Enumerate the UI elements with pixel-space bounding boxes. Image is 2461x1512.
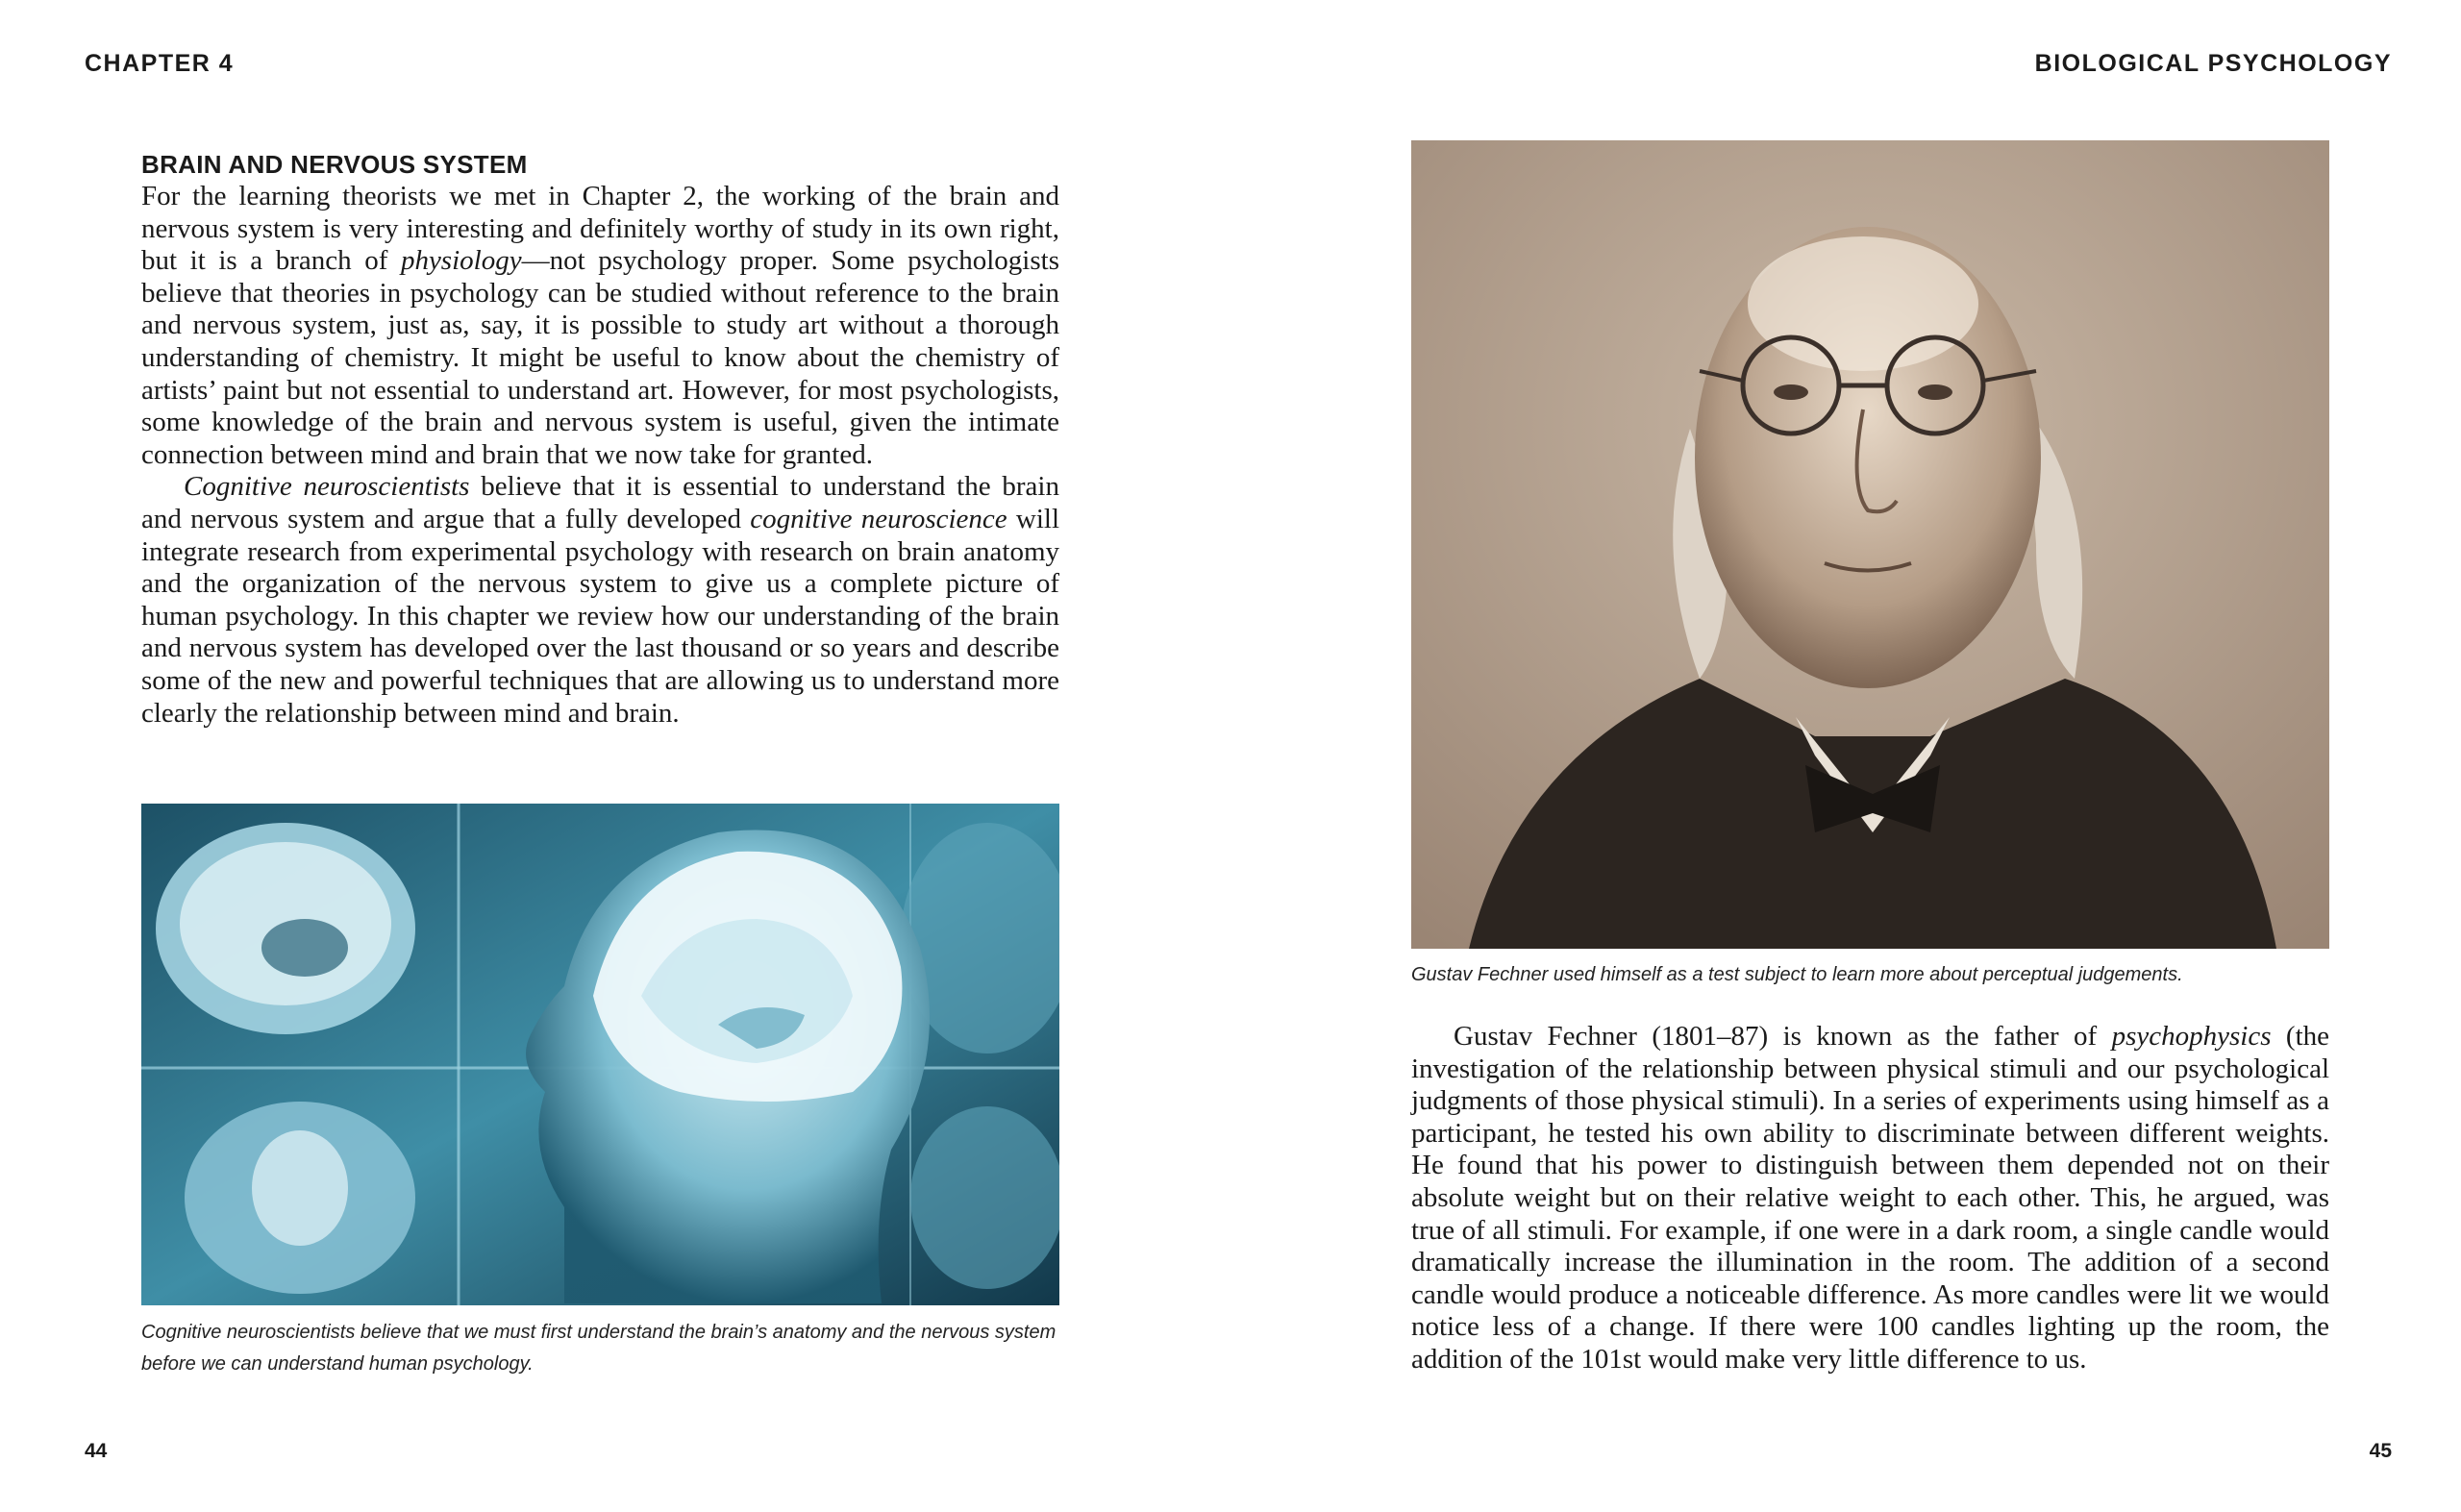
- right-figure-caption: Gustav Fechner used himself as a test subject to learn more about perceptual judgements.: [1411, 964, 2183, 985]
- fechner-portrait-image: [1411, 140, 2329, 949]
- fechner-paragraph: Gustav Fechner (1801–87) is known as the father of psychophysics (the investigation of the relationship between physical stimuli and our psychological judgments of those physical stimuli). In a series of experiments using himself as a participant, he tested his own ability to discriminate between different weights. He found that his power to distinguish between them depended not on their absolute weight but on their relative weight to each other. This, he argued, was true of all stimuli. For example, if one were in a dark room, a single candle would dramatically increase the illumination in the room. The addition of a second candle would produce a noticeable difference. As more candles were lit we would notice less of a change. If there were 100 candles lighting up the room, the addition of the 101st would make very little difference to us.: [1411, 1021, 2329, 1375]
- page-number-right: 45: [2369, 1440, 2392, 1462]
- left-body-text: [141, 181, 1059, 730]
- brain-scan-image: [141, 804, 1059, 1305]
- paragraph-1: For the learning theorists we met in Chapter 2, the working of the brain and nervous system is very interesting and definitely worthy of study in its own right, but it is a branch of physiology—not psychology proper. Some psychologists believe that theories in psychology can be studied without reference to the brain and nervous system, just as, say, it is possible to study art without a thorough understanding of chemistry. It might be useful to know about the chemistry of artists’ paint but not essential to understand art. However, for most psychologists, some knowledge of the brain and nervous system is useful, given the intimate connection between mind and brain that we now take for granted.: [141, 181, 1059, 470]
- running-head-section: BIOLOGICAL PSYCHOLOGY: [2034, 50, 2392, 77]
- left-figure-caption: Cognitive neuroscientists believe that we must first understand the brain’s anatomy and the nervous system before we can understand human psychology.: [141, 1322, 1056, 1375]
- running-head-chapter: CHAPTER 4: [85, 50, 235, 77]
- paragraph-2: Cognitive neuroscientists believe that it is essential to understand the brain and nervous system and argue that a fully developed cognitive neuroscience will integrate research from experimental psychology with research on brain anatomy and the organization of the nervous system to give us a complete picture of human psychology. In this chapter we review how our understanding of the brain and nervous system has developed over the last thousand or so years and describe some of the new and powerful techniques that are allowing us to understand more clearly the relationship between mind and brain.: [141, 471, 1060, 729]
- section-heading: BRAIN AND NERVOUS SYSTEM: [141, 150, 528, 179]
- page-number-left: 44: [85, 1440, 108, 1462]
- right-body-text: [1411, 1021, 2329, 1376]
